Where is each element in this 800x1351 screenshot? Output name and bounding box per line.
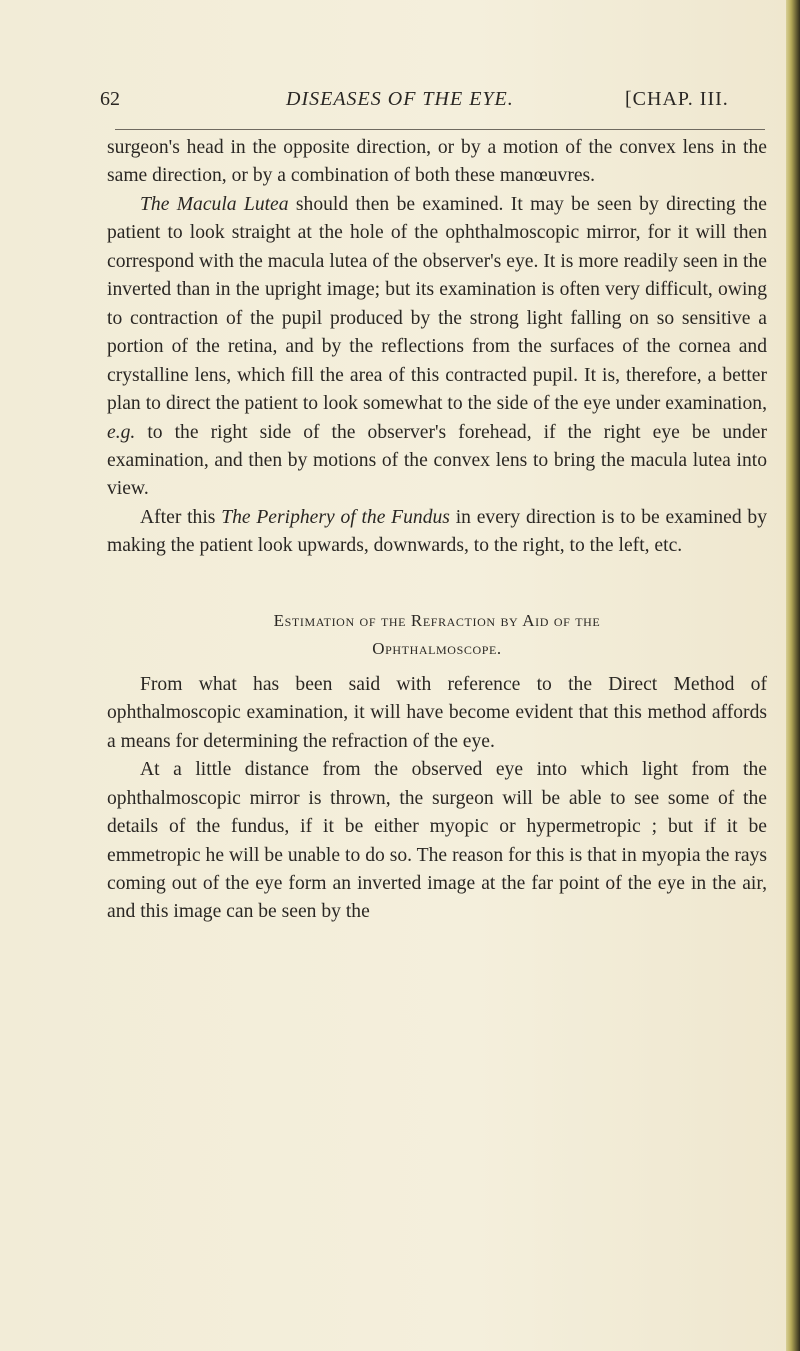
body-text bbox=[107, 134, 767, 927]
section-heading-line2: Ophthalmoscope. bbox=[372, 638, 502, 658]
paragraph-1-text: surgeon's head in the opposite direction, or by a motion of the convex lens in the same direction, or by a combination of both these manœuvres. bbox=[107, 137, 767, 187]
paragraph-5 bbox=[107, 756, 767, 927]
paragraph-2-text: should then be examined. It may be seen by directing the patient to look straight at the hole of the ophthalmoscopic mirror, for it will then correspond with the macula lutea of the observer's eye. It is more readily seen in the inverted than in the upright image; but its examination is often very difficult, owing to contraction of the pupil produced by the strong light falling on so sensitive a portion of the retina, and by the reflections from the surfaces of the cornea and crystalline lens, which fill the area of this contracted pupil. It is, therefore, a better plan to direct the patient to look somewhat to the side of the eye under examination, bbox=[107, 193, 768, 415]
header-rule bbox=[115, 129, 765, 130]
periphery-term: The Periphery of the Fundus bbox=[221, 506, 450, 528]
eg-abbrev: e.g. bbox=[107, 421, 136, 443]
page-header bbox=[100, 88, 780, 118]
page-edge bbox=[786, 0, 800, 1351]
paragraph-5-text: At a little distance from the observed eye into which light from the ophthalmoscopic mirror is thrown, the surgeon will be able to see some of the details of the fundus, if it be either myopic or hypermetropic ; but if it be emmetropic he will be unable to do so. The reason for this is that in myopia the rays coming out of the eye form an inverted image at the far point of the eye in the air, and this image can be seen by the bbox=[107, 759, 767, 923]
paragraph-2-text-after: to the right side of the observer's forehead, if the right eye be under examination, and then by motions of the convex lens to bring the macula lutea into view. bbox=[107, 421, 767, 500]
macula-lutea-term: The Macula Lutea bbox=[140, 193, 289, 215]
paragraph-3-text-before: After this bbox=[140, 506, 222, 528]
page-number: 62 bbox=[100, 88, 120, 110]
paragraph-3 bbox=[107, 504, 767, 561]
section-heading-line1: Estimation of the Refraction by Aid of the bbox=[273, 610, 601, 630]
running-title: DISEASES OF THE EYE. bbox=[286, 88, 514, 110]
chapter-label: [CHAP. III. bbox=[625, 88, 729, 110]
paragraph-4 bbox=[107, 671, 767, 756]
paragraph-3-text-after: in every direction is to be examined by making the patient look upwards, downwards, to the right, to the left, etc. bbox=[107, 506, 767, 557]
paragraph-1 bbox=[107, 134, 767, 191]
paragraph-4-text: From what has been said with reference to the Direct Method of ophthalmoscopic examination, it will have become evident that this method affords a means for determining the refraction of the eye. bbox=[107, 673, 767, 752]
paragraph-2 bbox=[107, 191, 767, 504]
section-heading bbox=[107, 607, 767, 663]
